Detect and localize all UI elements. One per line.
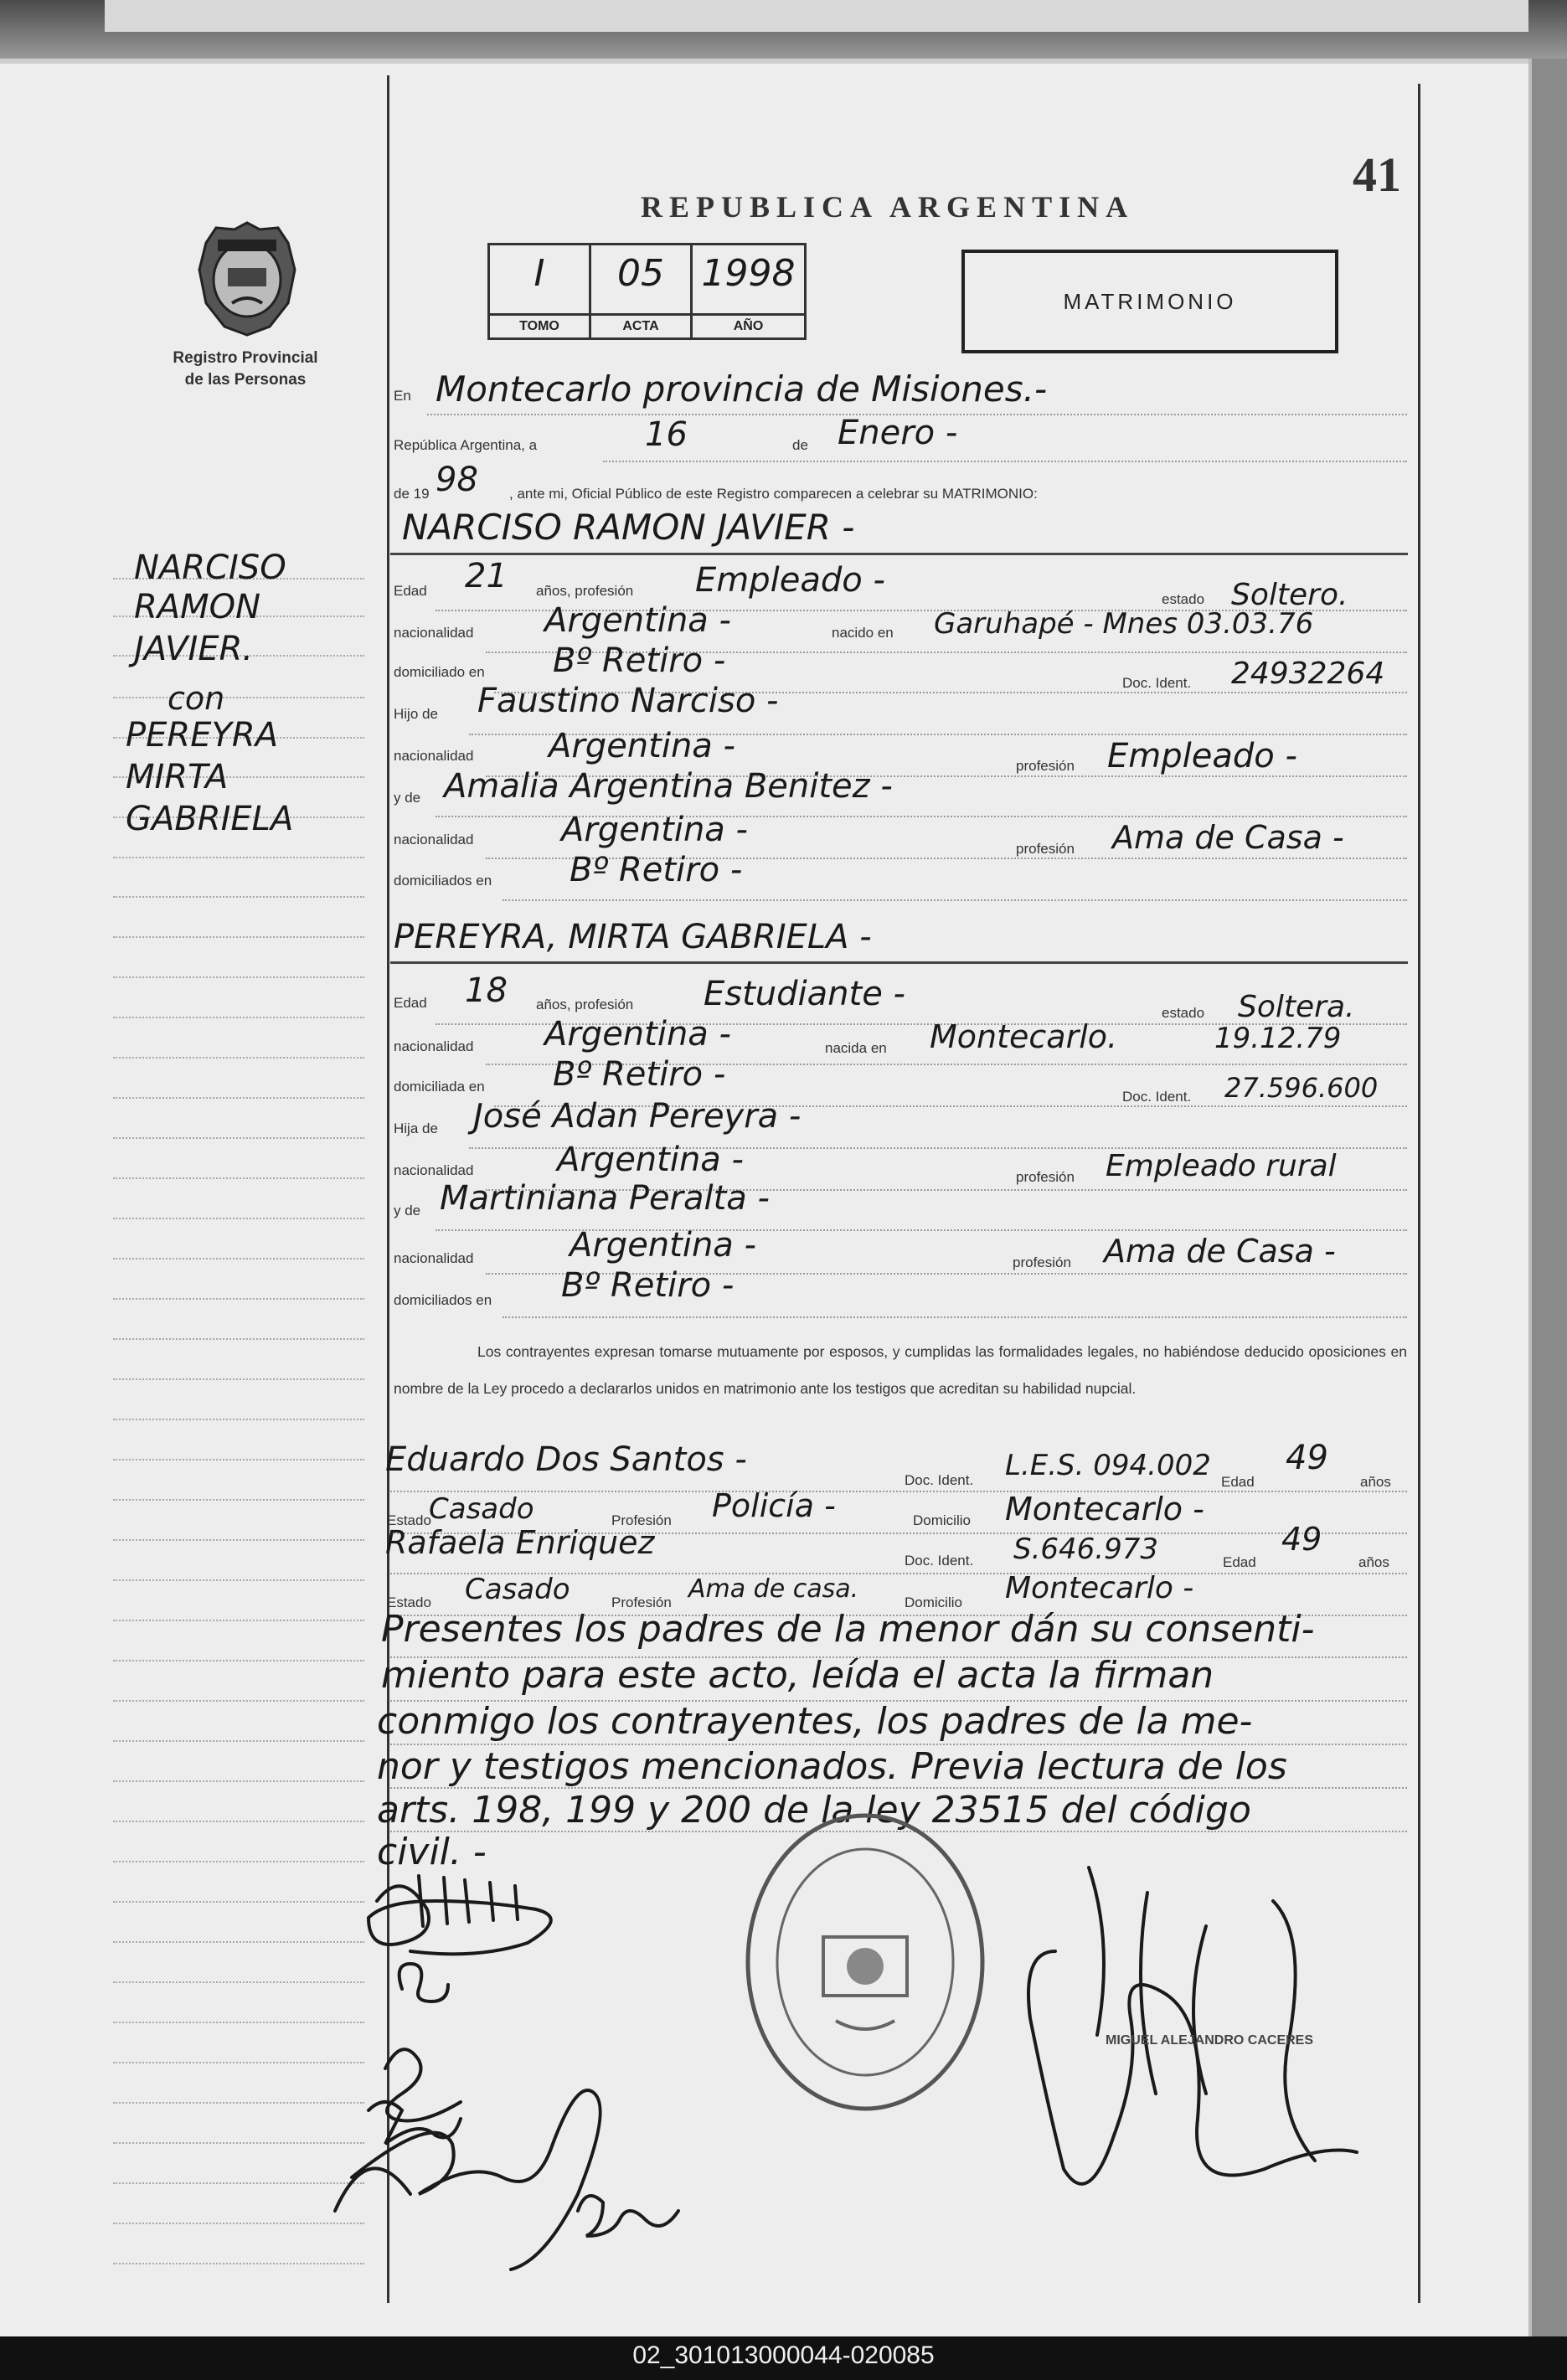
- country-title: REPUBLICA ARGENTINA: [641, 190, 1135, 224]
- record-box: I TOMO 05 ACTA 1998 AÑO: [487, 243, 807, 340]
- official-stamp-icon: [744, 1811, 987, 2113]
- official-name: MIGUEL ALEJANDRO CACERES: [1106, 2033, 1314, 2048]
- file-id: 02_301013000044-020085: [632, 2341, 935, 2369]
- provincial-seal-icon: [194, 219, 300, 337]
- page-number: 41: [1353, 147, 1401, 202]
- act-type-box: MATRIMONIO: [961, 250, 1338, 353]
- registry-name: Registro Provincial de las Personas: [173, 349, 318, 389]
- scan-top-edge: [0, 0, 1567, 59]
- declaration-text: Los contrayentes expresan tomarse mutuamente por esposos, y cumplidas las formalidades legales, no habiéndose deducido oposiciones en nombre de la Ley procedo a declararlos unidos en matrimonio ante los testigos que acreditan su habilidad nupcial.: [394, 1343, 1407, 1397]
